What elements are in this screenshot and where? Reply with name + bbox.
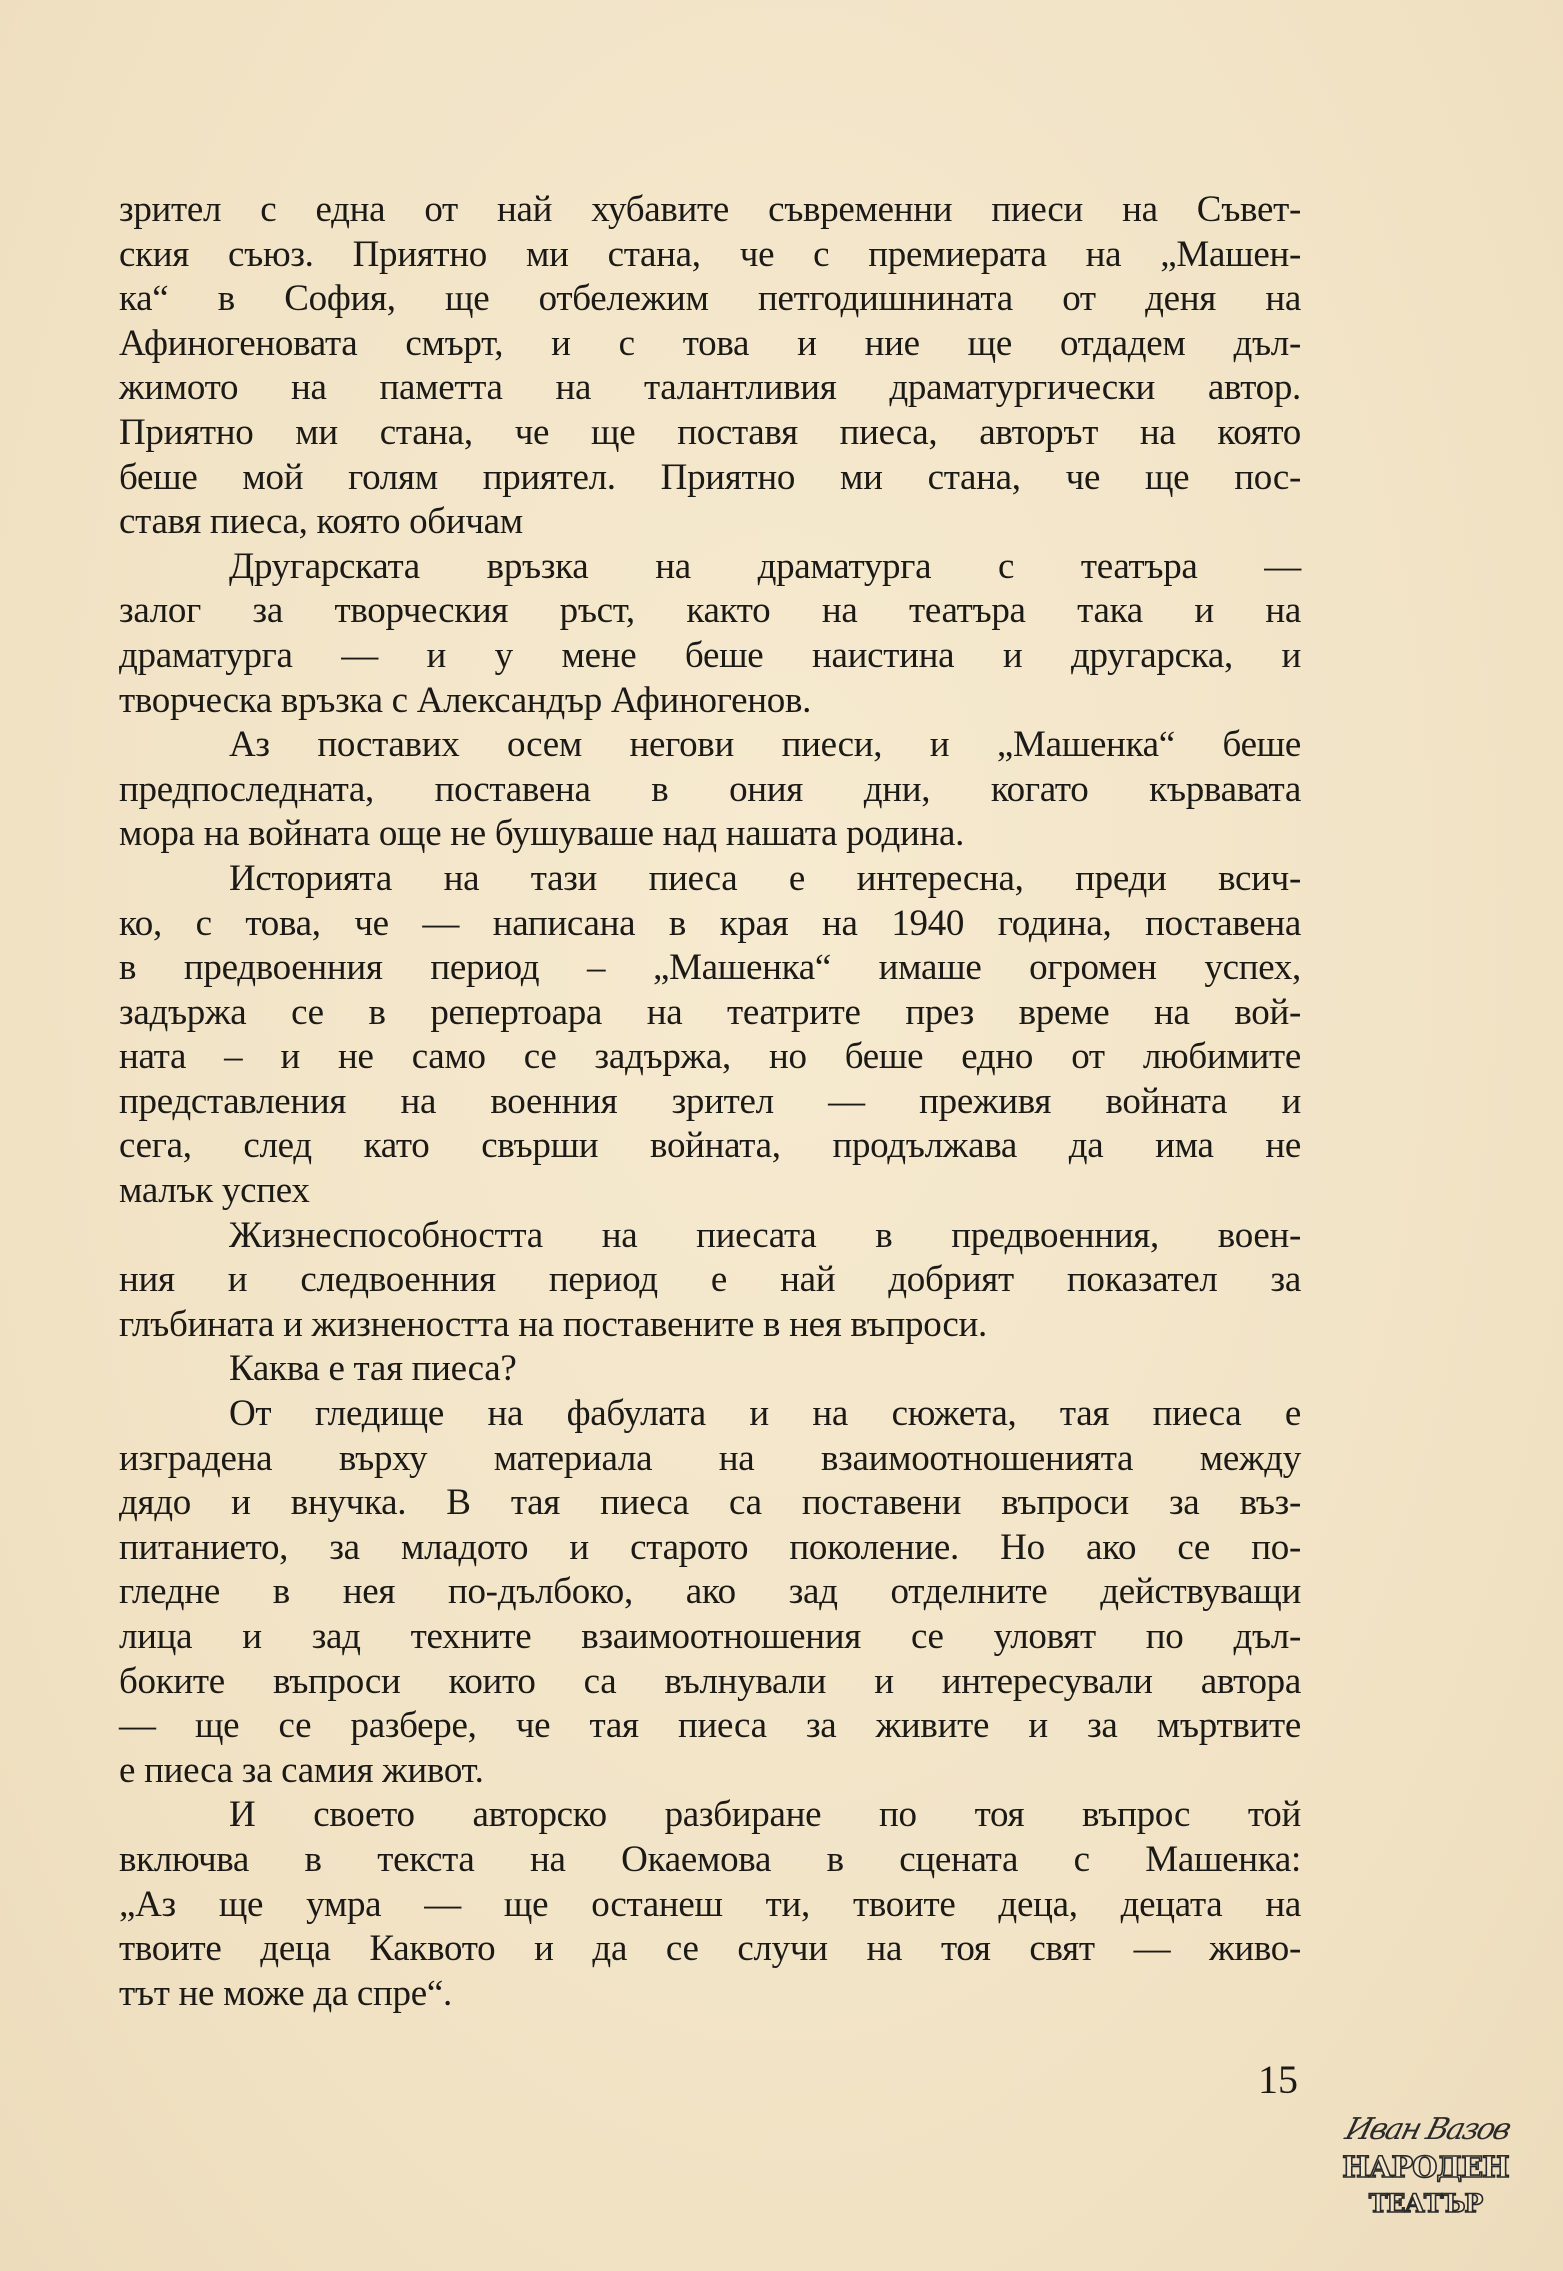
logo-line-1: НАРОДЕН	[1342, 2150, 1509, 2184]
text-line: Каква е тая пиеса?	[229, 1348, 517, 1390]
text-line: — ще се разбере, че тая пиеса за живите и за мъртвите	[119, 1705, 1301, 1747]
text-line: „Аз ще умра — ще останеш ти, твоите деца, децата на	[119, 1883, 1301, 1925]
text-line: Другарската връзка на драматурга с театъра —	[229, 545, 1301, 587]
text-line: ко, с това, че — написана в края на 1940 година, поставена	[119, 902, 1301, 944]
text-line: задържа се в репертоара на театрите през време на вой-	[119, 991, 1301, 1033]
text-line: Жизнеспособността на пиесата в предвоенния, воен-	[229, 1214, 1301, 1256]
body-text	[119, 188, 1301, 2016]
text-line: драматурга — и у мене беше наистина и другарска, и	[119, 634, 1301, 676]
logo-signature: Иван Вазов	[1341, 2112, 1514, 2147]
text-line: Афиногеновата смърт, и с това и ние ще отдадем дъл-	[119, 322, 1301, 364]
text-line: жимото на паметта на талантливия драматургически автор.	[119, 367, 1301, 409]
text-line: ския съюз. Приятно ми стана, че с премиерата на „Машен-	[119, 233, 1301, 275]
text-line: боките въпроси които са вълнували и интересували автора	[119, 1660, 1301, 1702]
text-line: От гледище на фабулата и на сюжета, тая пиеса е	[229, 1393, 1301, 1435]
text-line: творческа връзка с Александър Афиногенов.	[119, 679, 812, 721]
text-line: ка“ в София, ще отбележим петгодишнината от деня на	[119, 278, 1301, 320]
text-line: Приятно ми стана, че ще поставя пиеса, авторът на която	[119, 411, 1301, 453]
text-line: дядо и внучка. В тая пиеса са поставени въпроси за въз-	[119, 1482, 1301, 1524]
text-line: ставя пиеса, която обичам	[119, 501, 523, 543]
text-line: твоите деца Каквото и да се случи на тоя свят — живо-	[119, 1928, 1301, 1970]
text-line: в предвоенния период – „Машенка“ имаше огромен успех,	[119, 947, 1301, 989]
text-line: сега, след като свърши войната, продължава да има не	[119, 1125, 1301, 1167]
text-line: малък успех	[119, 1170, 310, 1212]
text-line: Историята на тази пиеса е интересна, преди всич-	[229, 857, 1301, 899]
page-number: 15	[1258, 2057, 1298, 2102]
text-line: включва в текста на Окаемова в сцената с Машенка:	[119, 1838, 1301, 1880]
text-line: представления на военния зрител — преживя войната и	[119, 1080, 1301, 1122]
text-line: изградена върху материала на взаимоотношенията между	[119, 1437, 1301, 1479]
text-line: глъбината и жизнеността на поставените в нея въпроси.	[119, 1303, 987, 1345]
text-line: лица и зад техните взаимоотношения се уловят по дъл-	[119, 1616, 1301, 1657]
text-line: ната – и не само се задържа, но беше едно от любимите	[119, 1036, 1301, 1078]
text-line: е пиеса за самия живот.	[119, 1749, 484, 1791]
text-line: беше мой голям приятел. Приятно ми стана, че ще пос-	[119, 456, 1301, 498]
logo-line-2: ТЕАТЪР	[1368, 2189, 1483, 2218]
text-line: зрител с една от най хубавите съвременни пиеси на Съвет-	[119, 189, 1301, 230]
theatre-logo	[1338, 2112, 1513, 2224]
text-line: питанието, за младото и старото поколение. Но ако се по-	[119, 1526, 1301, 1568]
text-line: гледне в нея по-дълбоко, ако зад отделните действуващи	[119, 1571, 1301, 1613]
text-line: залог за творческия ръст, както на театъра така и на	[119, 590, 1301, 632]
text-line: И своето авторско разбиране по тоя въпрос той	[229, 1794, 1301, 1836]
text-line: предпоследната, поставена в ония дни, когато кървавата	[119, 768, 1301, 810]
text-line: ния и следвоенния период е най добрият показател за	[119, 1259, 1301, 1301]
text-line: мора на войната още не бушуваше над нашата родина.	[119, 813, 965, 855]
text-line: Аз поставих осем негови пиеси, и „Машенка“ беше	[229, 724, 1301, 766]
text-line: тът не може да спре“.	[119, 1972, 452, 2014]
